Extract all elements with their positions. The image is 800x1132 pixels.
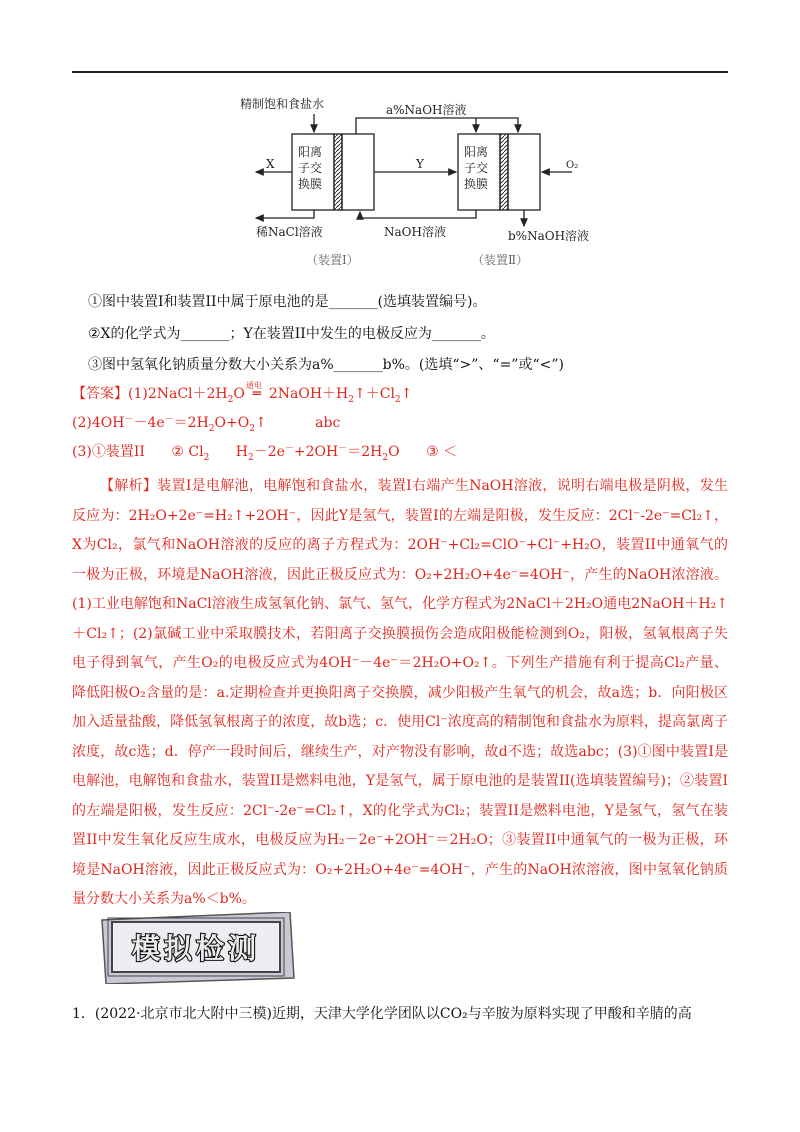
question-text: 近期，天津大学化学团队以CO₂与辛胺为原料实现了甲酸和辛腈的高 <box>271 1006 692 1022</box>
label-naoh-top: a%NaOH溶液 <box>386 103 467 117</box>
explanation-tag: 【解析】 <box>100 478 158 494</box>
question-source: (2022·北京市北大附中三模) <box>94 1006 272 1022</box>
answer-line-2: $(2)4OH^--4e^-=2H_2O+O_2↑$ abc <box>72 414 341 434</box>
device2-membrane <box>500 134 508 210</box>
header-rule <box>72 71 728 73</box>
label-y: Y <box>416 157 424 171</box>
label-o2: O₂ <box>566 160 579 171</box>
device1-membrane <box>334 134 342 210</box>
membrane1-line3: 换膜 <box>298 177 323 191</box>
membrane2-line1: 阳离 <box>464 145 489 159</box>
label-naoh-bottom: b%NaOH溶液 <box>508 229 590 243</box>
section-banner <box>100 912 296 984</box>
membrane1-line1: 阳离 <box>298 145 323 159</box>
device1-right-chamber <box>342 134 374 210</box>
answer-line-1: 【答案】$(1)2NaCl+2H_2O$ 通电 ═ $2NaOH+H_2↑+Cl_2↑$ <box>72 381 413 405</box>
membrane2-line3: 换膜 <box>464 177 489 191</box>
next-question <box>72 1004 692 1024</box>
question-3: ③图中氢氧化钠质量分数大小关系为a%_______b%。(选填“>”、“=”或“<”) <box>88 357 564 373</box>
question-2: ②X的化学式为_______；Y在装置II中发生的电极反应为_______。 <box>88 326 495 342</box>
membrane2-line2: 子交 <box>464 161 489 175</box>
membrane1-line2: 子交 <box>298 161 323 175</box>
answer-tag: 【答案】 <box>72 386 128 402</box>
label-dilute-nacl: 稀NaCl溶液 <box>256 225 323 239</box>
answer-line-3: (3)①装置II ② $Cl_2$ $H_2-2e^-+2OH^-=2H_2O$ ③ ＜ <box>72 443 458 463</box>
section-banner-text: 模拟检测 <box>131 932 261 965</box>
condition-electrolysis: 通电 ═ <box>245 381 262 402</box>
label-device1: （装置Ⅰ） <box>306 253 359 267</box>
explanation-text: 装置I是电解池，电解饱和食盐水，装置I右端产生NaOH溶液，说明右端电极是阴极，发生反应为：2H₂O+2e⁻=H₂↑+2OH⁻，因此Y是氢气，装置I的左端是阳极，发生反应：2Cl⁻-2e⁻=Cl₂↑，X为Cl₂，氯气和NaOH溶液的反应的离子方程式为：2OH⁻+Cl₂=ClO⁻+Cl⁻+H₂O，装置II中通氧气的一极为正极，环境是NaOH溶液，因此正极反应式为：O₂+2H₂O+4e⁻=4OH⁻，产生的NaOH浓溶液。(1)工业电解饱和NaCl溶液生成氢氧化钠、氯气、氢气，化学方程式为2NaCl＋2H₂O通电2NaOH＋H₂↑＋Cl₂↑；(2)氯碱工业中采取膜技术，若阳离子交换膜损伤会造成阳极能检测到O₂，阳极，氢氧根离子失电子得到氧气，产生O₂的电极反应式为4OH⁻－4e⁻＝2H₂O+O₂↑。下列生产措施有利于提高Cl₂产量、降低阳极O₂含量的是：a.定期检查并更换阳离子交换膜，减少阳极产生氧气的机会，故a选；b．向阳极区加入适量盐酸，降低氢氧根离子的浓度，故b选；c．使用Cl⁻浓度高的精制饱和食盐水为原料，提高氯离子浓度，故c选；d．停产一段时间后，继续生产，对产物没有影响，故d不选；故选abc；(3)①图中装置I是电解池，电解饱和食盐水，装置II是燃料电池，Y是氢气，属于原电池的是装置II(选填装置编号)；②装置I的左端是阳极，发生反应：2Cl⁻-2e⁻=Cl₂↑，X的化学式为Cl₂；装置II是燃料电池，Y是氢气，氢气在装置II中发生氧化反应生成水，电极反应为H₂－2e⁻+2OH⁻＝2H₂O；③装置II中通氧气的一极为正极，环境是NaOH溶液，因此正极反应式为：O₂+2H₂O+4e⁻=4OH⁻，产生的NaOH浓溶液，图中氢氧化钠质量分数大小关系为a%＜b%。 <box>72 478 729 907</box>
question-1: ①图中装置I和装置II中属于原电池的是_______(选填装置编号)。 <box>88 294 487 310</box>
label-naoh-mid: NaOH溶液 <box>384 225 446 239</box>
label-device2: （装置Ⅱ） <box>472 253 529 267</box>
explanation <box>72 472 728 915</box>
label-brine: 精制饱和食盐水 <box>240 97 325 111</box>
device2-right-chamber <box>508 134 540 210</box>
question-number: 1． <box>72 1006 95 1022</box>
electrolysis-diagram <box>236 92 596 274</box>
label-x: X <box>266 157 275 171</box>
